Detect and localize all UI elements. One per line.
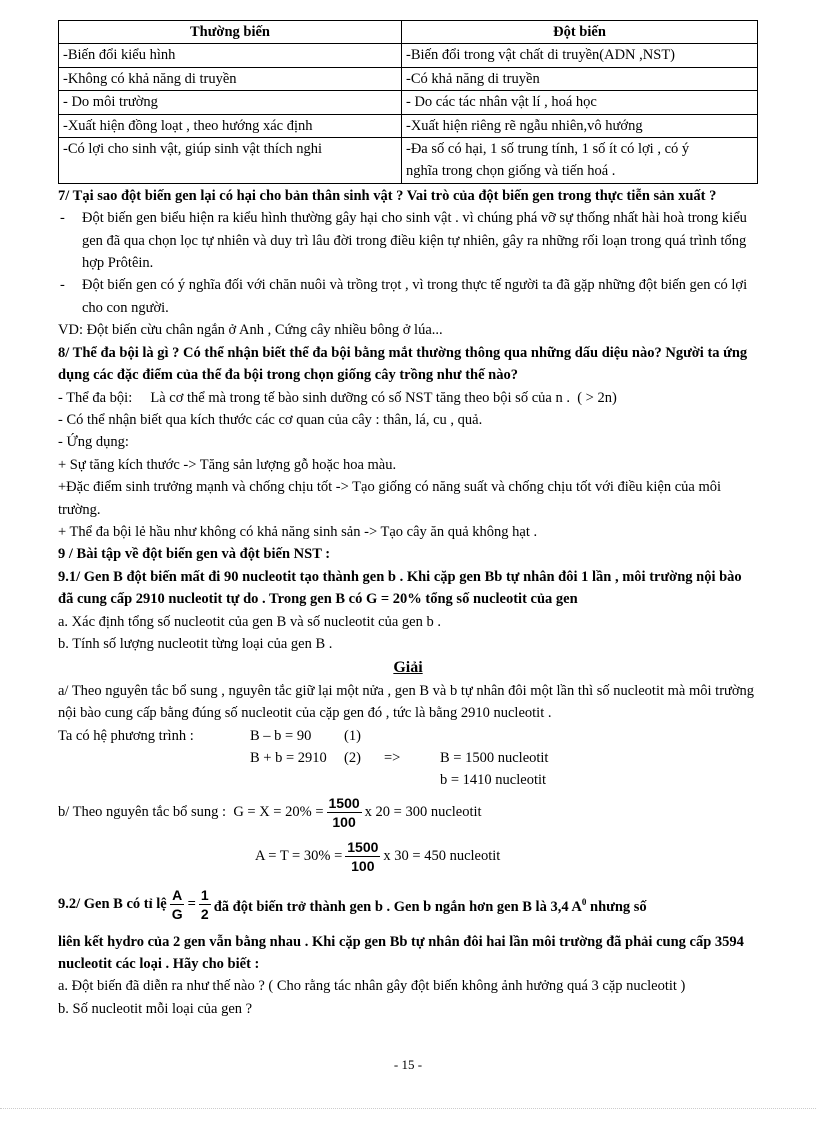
ratio-fraction-ag: $\frac{A}{G}$ xyxy=(171,887,183,923)
result-b: b = 1410 nucleotit xyxy=(440,771,547,788)
table-row xyxy=(59,67,758,90)
result-B: B = 1500 nucleotit xyxy=(440,749,549,766)
q8-application-label: - Ứng dụng: xyxy=(58,434,129,451)
equation-row-2 xyxy=(58,747,758,769)
q8-definition: - Thể đa bội: Là cơ thể mà trong tế bào sinh dưỡng có số NST tăng theo bội số của n . ( > 2n) xyxy=(58,389,617,406)
table-header-cell: Thường biến xyxy=(59,21,402,44)
q8-recognition: - Có thể nhận biết qua kích thước các cơ quan của cây : thân, lá, cu , quả. xyxy=(58,411,483,428)
problem-9-2-suffix: đã đột biến trở thành gen b . Gen b ngắn hơn gen B là 3,4 $A^0$ nhưng số xyxy=(213,896,647,915)
ratio-fraction-half: $\frac{1}{2}$ xyxy=(200,887,209,923)
problem-9-2-cont: liên kết hydro của 2 gen vẫn bằng nhau . Khi cặp gen Bb tự nhân đôi hai lần môi trường đã phải cung cấp 3594 nucleotit các loại . Hãy cho biết : xyxy=(58,933,744,972)
problem-9-2-part-b: b. Số nucleotit mỗi loại của gen ? xyxy=(58,1000,253,1017)
q8-application-2: +Đặc điểm sinh trưởng mạnh và chống chịu tốt -> Tạo giống có năng suất và chống chịu tốt với điều kiện của môi trường. xyxy=(58,479,722,518)
table-cell: -Biến đổi kiểu hình xyxy=(63,47,176,64)
page-number: - 15 - xyxy=(393,1057,423,1072)
calc-g-suffix: x 20 = 300 nucleotit xyxy=(364,804,482,821)
problem-9-1-part-a: a. Xác định tổng số nucleotit của gen B và số nucleotit của gen b . xyxy=(58,613,441,630)
comparison-table xyxy=(58,20,758,184)
equation-1-number: (1) xyxy=(344,727,361,744)
problem-9-1-part-b: b. Tính số lượng nucleotit từng loại của gen B . xyxy=(58,635,333,652)
question-8-title: 8/ Thể đa bội là gì ? Có thể nhận biết thể đa bội bằng mắt thường thông qua những dấu diệu nào? Người ta ứng dụng các đặc điểm của thể đa bội trong chọn giống cây trồng như thế nào? xyxy=(58,344,748,384)
q7-bullet-1: - Đột biến gen biểu hiện ra kiểu hình thường gây hại cho sinh vật . vì chúng phá vỡ sự thống nhất hài hoà trong kiểu gen đã qua chọn lọc tự nhiên và duy trì lâu đời trong điều kiện tự nhiên, gây ra những rối loạn trong quá trình tổng hợp Prôtêin. xyxy=(60,210,747,272)
fraction: $\frac{1500}{100}$ xyxy=(347,839,379,875)
system-label: Ta có hệ phương trình : xyxy=(58,727,194,744)
calc-a-prefix: A = T = 30% = xyxy=(255,848,343,865)
implies-arrow: => xyxy=(384,749,401,766)
table-header-cell: Đột biến xyxy=(402,21,758,44)
calc-g-row xyxy=(58,791,758,835)
question-7-title: 7/ Tại sao đột biến gen lại có hại cho bản thân sinh vật ? Vai trò của đột biến gen trong thực tiễn sản xuất ? xyxy=(58,187,717,204)
table-row xyxy=(59,114,758,137)
equation-2: B + b = 2910 xyxy=(250,749,327,766)
table-cell: -Xuất hiện đồng loạt , theo hướng xác định xyxy=(63,117,313,134)
q8-application-1: + Sự tăng kích thước -> Tăng sản lượng gỗ hoặc hoa màu. xyxy=(58,456,397,473)
page-content xyxy=(58,20,758,1020)
equation-2-number: (2) xyxy=(344,749,361,766)
equation-row-1 xyxy=(58,725,758,747)
question-9-title: 9 / Bài tập về đột biến gen và đột biến NST : xyxy=(58,546,331,563)
table-cell: -Đa số có hại, 1 số trung tính, 1 số ít có lợi , có ý xyxy=(406,141,690,158)
table-cell: - Do môi trường xyxy=(63,94,158,111)
equation-1: B – b = 90 xyxy=(250,727,312,744)
q7-example: VD: Đột biến cừu chân ngắn ở Anh , Cứng cây nhiều bông ở lúa... xyxy=(58,322,443,339)
problem-9-2-prefix: 9.2/ Gen B có tỉ lệ xyxy=(58,896,167,913)
table-cell-continuation: nghĩa trong chọn giống và tiến hoá . xyxy=(406,163,616,180)
table-row xyxy=(59,44,758,67)
solution-part-a: a/ Theo nguyên tắc bổ sung , nguyên tắc giữ lại một nửa , gen B và b tự nhân đôi một lần thì số nucleotit mà môi trường nội bào cung cấp bằng đúng số nucleotit của cặp gen đó , tức là bằng 2910 nucleotit . xyxy=(58,682,755,722)
table-cell: -Biến đổi trong vật chất di truyền(ADN ,NST) xyxy=(406,47,676,64)
bottom-divider xyxy=(0,1108,816,1109)
fraction: $\frac{1500}{100}$ xyxy=(328,795,360,831)
table-cell: -Có lợi cho sinh vật, giúp sinh vật thích nghi xyxy=(63,141,322,158)
table-cell: -Không có khả năng di truyền xyxy=(63,70,237,87)
ratio-equals: = xyxy=(187,896,196,913)
table-row xyxy=(59,138,758,184)
table-row xyxy=(59,91,758,114)
table-cell: -Xuất hiện riêng rẽ ngẫu nhiên,vô hướng xyxy=(406,117,643,134)
calc-a-suffix: x 30 = 450 nucleotit xyxy=(383,848,501,865)
table-cell: - Do các tác nhân vật lí , hoá học xyxy=(406,94,597,111)
table-header-row xyxy=(59,21,758,44)
calc-a-row xyxy=(58,835,758,879)
solution-title: Giải xyxy=(393,659,423,677)
problem-9-1: 9.1/ Gen B đột biến mất đi 90 nucleotit tạo thành gen b . Khi cặp gen Bb tự nhân đôi 1 lần , môi trường nội bào đã cung cấp 2910 nucleotit tự do . Trong gen B có G = 20% tổng số nucleotit của gen xyxy=(58,568,742,608)
calc-g-prefix: b/ Theo nguyên tắc bổ sung : G = X = 20% = xyxy=(58,804,324,821)
problem-9-2-title-row xyxy=(58,879,758,931)
q8-application-3: + Thể đa bội lẻ hầu như không có khả năng sinh sản -> Tạo cây ăn quả không hạt . xyxy=(58,523,538,540)
equation-row-3 xyxy=(58,769,758,791)
q7-bullet-2: - Đột biến gen có ý nghĩa đối với chăn nuôi và trồng trọt , vì trong thực tế người ta đã gặp những đột biến gen có lợi cho con người. xyxy=(60,277,748,316)
problem-9-2-part-a: a. Đột biến đã diễn ra như thế nào ? ( Cho rằng tác nhân gây đột biến không ảnh hưởng quá 3 cặp nucleotit ) xyxy=(58,978,686,995)
table-cell: -Có khả năng di truyền xyxy=(406,70,540,87)
